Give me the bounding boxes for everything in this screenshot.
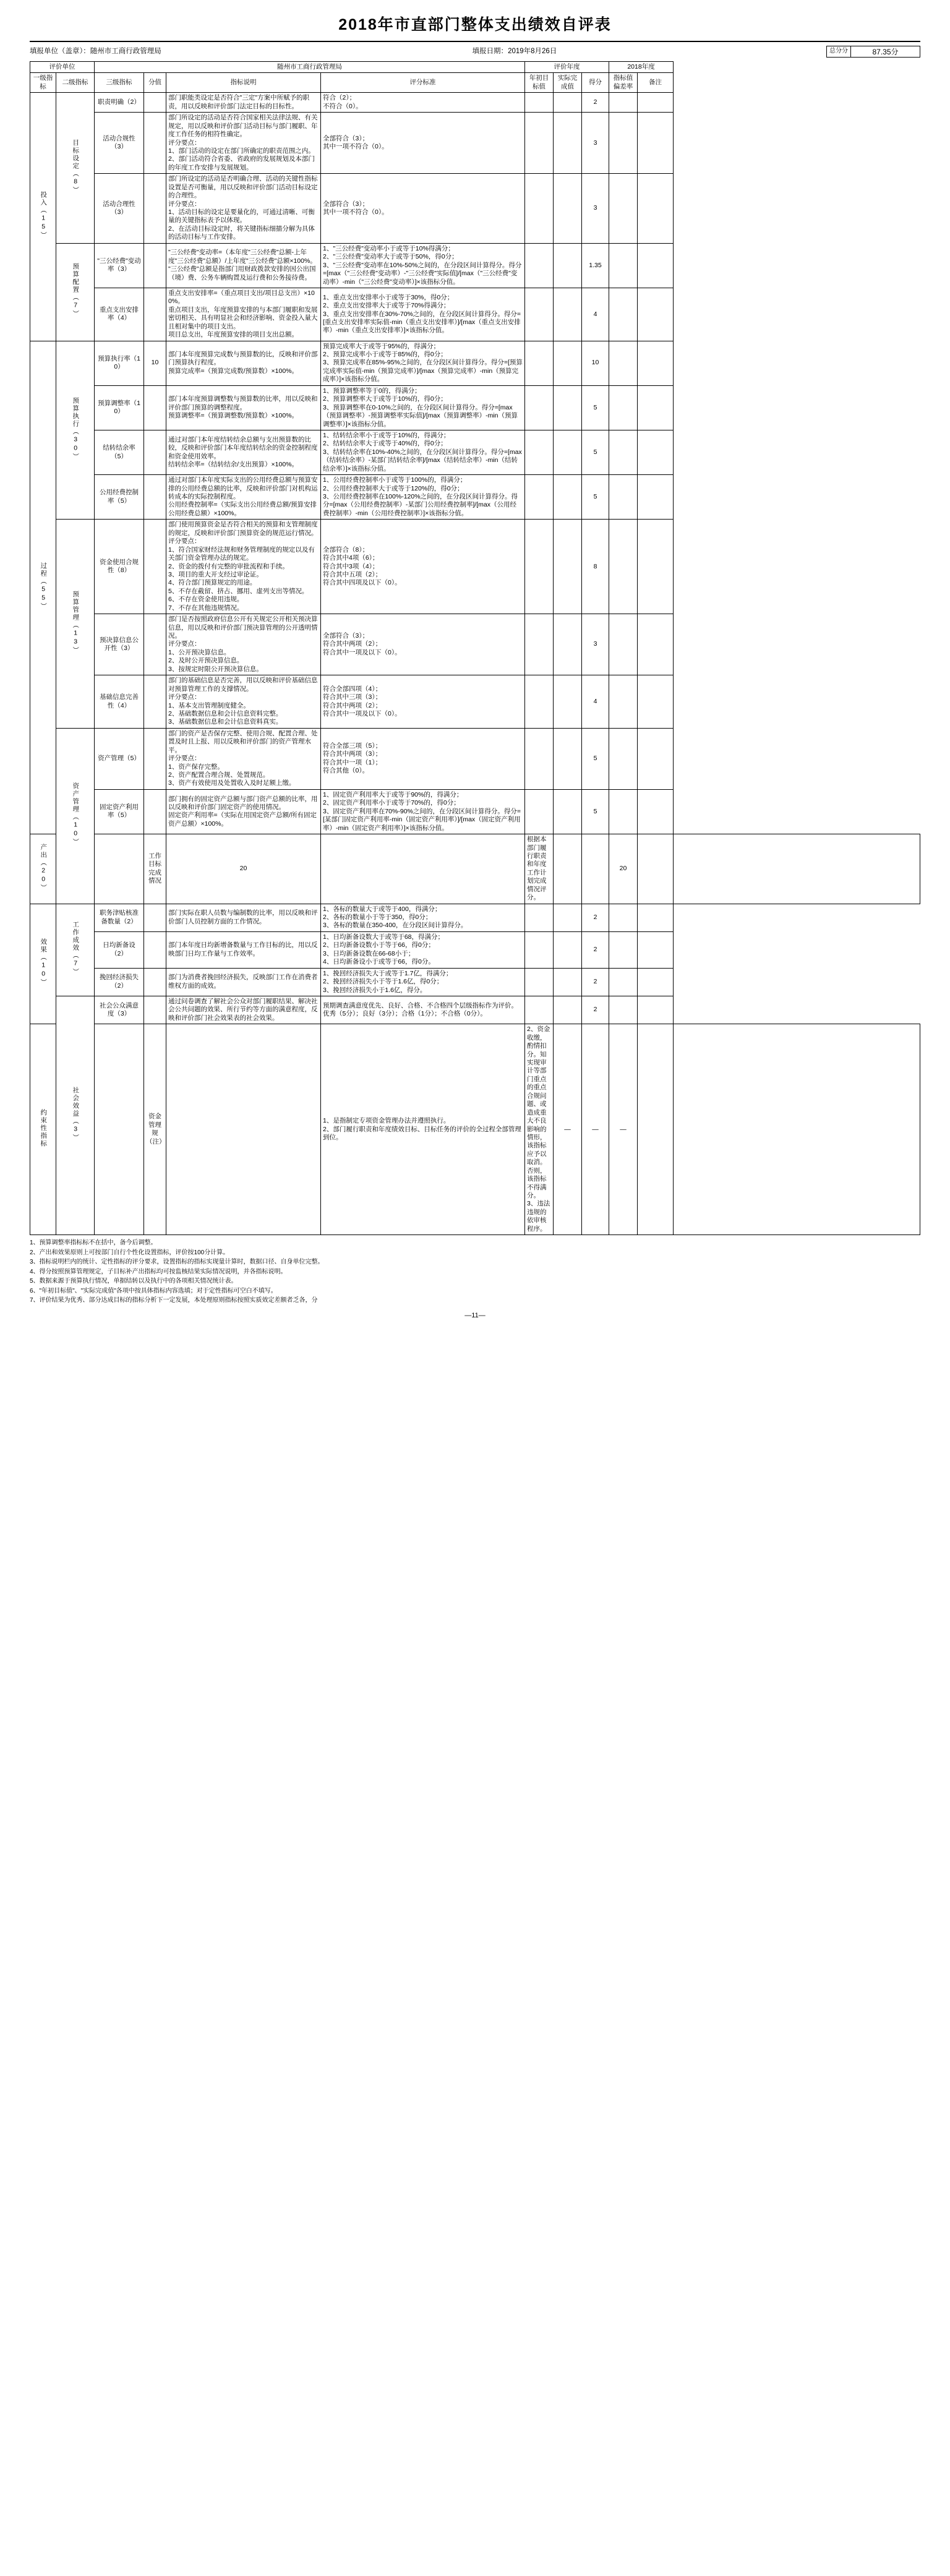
cell-deviation-rate <box>609 904 638 931</box>
cell-actual-value <box>554 728 582 789</box>
table-row <box>30 675 920 729</box>
cell-score <box>144 113 166 174</box>
cell-deviation-rate <box>609 789 638 834</box>
cell-remark <box>638 475 674 520</box>
cell-points: 3 <box>582 113 609 174</box>
cell-score <box>144 614 166 675</box>
cell-score <box>144 996 166 1024</box>
cell-deviation-rate <box>609 728 638 789</box>
cell-remark <box>638 968 674 996</box>
cell-score <box>144 675 166 729</box>
evaluation-table <box>30 61 920 1235</box>
eval-unit-label: 评价单位 <box>30 62 95 73</box>
cell-score <box>144 430 166 474</box>
title-divider <box>30 41 920 42</box>
header-score: 分值 <box>144 73 166 93</box>
cell-remark <box>638 174 674 244</box>
date-label: 填报日期： <box>472 48 508 55</box>
table-row <box>30 789 920 834</box>
cell-deviation-rate <box>609 93 638 113</box>
cell-remark <box>638 430 674 474</box>
cell-remark <box>638 341 674 385</box>
total-score-box <box>826 46 920 58</box>
cell-indicator-description: 部门的基础信息是否完善，用以反映和评价基础信息对预算管理工作的支撑情况。 评分要点： 1、基本支出管理制度健全。 2、基础数据信息和会计信息资料完整。 3、基础数据信息和会计信息资料真实。 <box>166 675 321 729</box>
footnote-item: 2、产出和效果原则上可按部门自行个性化设置指标，评价按100分计算。 <box>30 1249 229 1256</box>
cell-level1-indicator: 投入（15） <box>30 93 56 341</box>
cell-actual-value <box>554 243 582 288</box>
cell-actual-value <box>554 430 582 474</box>
cell-level3-indicator: 职责明确（2） <box>95 93 144 113</box>
total-score-label: 总分分 <box>827 46 851 57</box>
cell-target-value <box>525 614 554 675</box>
table-row <box>30 996 920 1024</box>
cell-level3-indicator: 资金管理规（注） <box>144 1024 166 1235</box>
table-row <box>30 1024 920 1235</box>
cell-level3-indicator: 工作目标完成情况 <box>144 834 166 904</box>
cell-scoring-criteria: 2、资金收缴，酌情扣分。知实现审计等部门重点的重点合规问题、或造成重大不良影响的情形，该指标应予以取消。 否则，该指标不得满分。 3、违法违规的依审核程序。 <box>525 1024 554 1235</box>
footnote-item: 5、数据来源于预算执行情况，单据结转以及执行中的各项相关情况统计表。 <box>30 1278 238 1285</box>
cell-indicator-description: 部门为消费者挽回经济损失，反映部门工作在消费者维权方面的成效。 <box>166 968 321 996</box>
cell-level1-indicator: 效果（10） <box>30 904 56 1024</box>
cell-points: 2 <box>582 93 609 113</box>
cell-actual-value <box>554 968 582 996</box>
eval-year-label: 评价年度 <box>525 62 609 73</box>
header-desc: 指标说明 <box>166 73 321 93</box>
cell-indicator-description: 部门职能类设定是否符合"三定"方案中所赋予的职责，用以反映和评价部门法定目标的目标性。 <box>166 93 321 113</box>
footnote-item: 4、得分按照预算管理规定，子目标补产出指标均可按监核结果实际情况说明，并各指标说明。 <box>30 1268 287 1275</box>
cell-remark <box>674 1024 920 1235</box>
cell-actual-value <box>554 520 582 614</box>
cell-level2-indicator: 预算配置（7） <box>56 243 95 341</box>
cell-remark <box>638 996 674 1024</box>
cell-remark <box>638 385 674 430</box>
cell-actual-value <box>554 341 582 385</box>
cell-score <box>144 931 166 968</box>
cell-actual-value <box>554 675 582 729</box>
cell-deviation-rate <box>609 968 638 996</box>
cell-scoring-criteria: 全部符合（8）； 符合其中4项（6）； 符合其中3项（4）； 符合其中五项（2）； 符合其中四项及以下（0）。 <box>321 520 525 614</box>
table-row <box>30 174 920 244</box>
cell-deviation-rate <box>609 113 638 174</box>
cell-target-value <box>525 93 554 113</box>
cell-level3-indicator: 活动合规性（3） <box>95 113 144 174</box>
cell-indicator-description: "三公经费"变动率=（本年度"三公经费"总额-上年度"三公经费"总额）/上年度"三公经费"总额×100%。 "三公经费"总额是指部门用财政拨款安排的因公出国（境）费、公务车辆购置及运行费和公务接待费。 <box>166 243 321 288</box>
table-row <box>30 93 920 113</box>
cell-scoring-criteria: 预期调查满意度优先、良好、合格、不合格四个层级指标作为评价。 优秀（5分）；良好（3分）；合格（1分）；不合格（0分）。 <box>321 996 525 1024</box>
cell-remark <box>638 288 674 341</box>
cell-actual-value <box>554 93 582 113</box>
footnote-item: 7、评价结果为优秀、部分达成目标的指标分析下一定发展，本处理原则指标按照实质效定差额者乏各，分 <box>30 1297 318 1304</box>
cell-target-value <box>525 385 554 430</box>
cell-indicator-description: 通过问卷调查了解社会公众对部门履职结果、解决社会公共问题的效果、所行节约等方面的满意程度，反映和评价部门社会效果表的社会效果。 <box>166 996 321 1024</box>
footnote-item: 6、"年初目标值"、"实际完成值"各项中按具体指标内容选填；对于定性指标可空白不填写。 <box>30 1287 277 1294</box>
cell-indicator-description: 部门拥有的固定资产总额与部门资产总额的比率，用以反映和评价部门固定资产的使用情况。 固定资产利用率=（实际在用国定资产总额/所有固定资产总额）×100%。 <box>166 789 321 834</box>
cell-level1-indicator: 过程（55） <box>30 341 56 834</box>
cell-remark <box>638 789 674 834</box>
cell-score <box>144 728 166 789</box>
cell-indicator-description: 重点支出安排率=（重点项目支出/项目总支出）×100%。 重点项目支出，年度预算安排的与本部门履职和发展密切相关、具有明显社会和经济影响、资金投入量大且相对集中的项目支出。 项目总支出，年度预算安排的项目支出总额。 <box>166 288 321 341</box>
cell-points: 5 <box>582 475 609 520</box>
table-body <box>30 93 920 1235</box>
cell-scoring-criteria: 1、预算调整率等于0的，得满分； 2、预算调整率大于或等于10%的，得0分； 3、预算调整率在0-10%之间的，在分段区间计算得分。得分=[max（预算调整率）-预算调整率实际值]/[max（预算调整率）-min（预算调整率）]×该指标分值。 <box>321 385 525 430</box>
cell-target-value <box>525 475 554 520</box>
cell-indicator-description: 通过对部门本年度结转结余总额与支出预算数的比较，反映和评价部门本年度结转结余的资金控制程度和资金使用效率。 结转结余率=（结转结余/支出预算）×100%。 <box>166 430 321 474</box>
cell-scoring-criteria: 预算完成率大于或等于95%的，得满分； 2、预算完成率小于或等于85%的，得0分； 3、预算完成率在85%-95%之间的，在分段区间计算得分。得分=[预算完成率实际值-min（预算完成率）]/[max（预算完成率）-min（预算完成率）]×该指标分值。 <box>321 341 525 385</box>
cell-remark <box>638 931 674 968</box>
cell-points: — <box>609 1024 638 1235</box>
cell-deviation-rate <box>609 675 638 729</box>
cell-level2-indicator: 预算执行（30） <box>56 341 95 520</box>
date-value: 2019年8月26日 <box>508 48 557 55</box>
cell-remark <box>674 834 920 904</box>
cell-points: 2 <box>582 904 609 931</box>
table-header-row <box>30 73 920 93</box>
cell-level3-indicator: 资产管理（5） <box>95 728 144 789</box>
cell-target-value <box>525 996 554 1024</box>
cell-remark <box>638 520 674 614</box>
table-row <box>30 430 920 474</box>
cell-points: 1.35 <box>582 243 609 288</box>
cell-points: 5 <box>582 728 609 789</box>
cell-deviation-rate <box>609 341 638 385</box>
cell-indicator-description: 部门使用预算资金是否符合相关的预算和支管理制度的规定，反映和评价部门预算资金的规范运行情况。 评分要点： 1、符合国家财经法规和财务管理制度的规定以及有关部门资金管理办法的规定。 2、资金的拨付有完整的审批流程和手续。 3、项目的重大开支经过审论证。 4、符合部门预算规定的用途。 5、不存在截留、挤占、挪用、虚列支出等情况。 6、不存在资金使用违规。 7、不存在其他违规情况。 <box>166 520 321 614</box>
cell-actual-value <box>554 904 582 931</box>
cell-deviation-rate <box>609 614 638 675</box>
cell-target-value <box>525 113 554 174</box>
cell-actual-value <box>554 174 582 244</box>
cell-points: 3 <box>582 174 609 244</box>
cell-level3-indicator: 重点支出安排率（4） <box>95 288 144 341</box>
cell-scoring-criteria: 全部符合（3）； 符合其中两项（2）； 符合其中一项及以下（0）。 <box>321 614 525 675</box>
cell-target-value <box>525 520 554 614</box>
table-row <box>30 520 920 614</box>
cell-actual-value <box>554 475 582 520</box>
cell-scoring-criteria: 1、固定资产利用率大于或等于90%的，得满分； 2、固定资产利用率小于或等于70%的，得0分； 3、固定资产利用率在70%-90%之间的，在分段区间计算得分。得分=[某部门固定资产利用率-min（固定资产利用率）]/[max（固定资产利用率）-min（固定资产利用率）]×该指标分值。 <box>321 789 525 834</box>
filler-label: 填报单位（盖章）： <box>30 48 90 55</box>
cell-score <box>144 93 166 113</box>
cell-actual-value: — <box>582 1024 609 1235</box>
cell-score: 20 <box>166 834 321 904</box>
cell-level3-indicator: 日均新备设（2） <box>95 931 144 968</box>
table-row <box>30 968 920 996</box>
cell-actual-value <box>554 385 582 430</box>
cell-score <box>144 243 166 288</box>
cell-target-value <box>525 430 554 474</box>
cell-score <box>166 1024 321 1235</box>
cell-level3-indicator: 活动合理性（3） <box>95 174 144 244</box>
table-row <box>30 243 920 288</box>
cell-level3-indicator: 职务津贴核准备数量（2） <box>95 904 144 931</box>
eval-year-value: 2018年度 <box>609 62 674 73</box>
cell-level3-indicator: 社会公众满意度（3） <box>95 996 144 1024</box>
table-row <box>30 113 920 174</box>
cell-deviation-rate <box>609 931 638 968</box>
cell-scoring-criteria: 根据本部门履行职责和年度工作计划完成情况评分。 <box>525 834 554 904</box>
cell-actual-value <box>582 834 609 904</box>
cell-scoring-criteria: 1、挽回经济损失大于或等于1.7亿，得满分； 2、挽回经济损失小于等于1.6亿，得0分； 3、挽回经济损失小于1.6亿，得分。 <box>321 968 525 996</box>
cell-target-value <box>525 341 554 385</box>
cell-target-value <box>525 728 554 789</box>
cell-target-value <box>525 931 554 968</box>
cell-target-value <box>525 288 554 341</box>
cell-target-value <box>525 904 554 931</box>
cell-score <box>144 475 166 520</box>
cell-level3-indicator: 预算调整率（10） <box>95 385 144 430</box>
cell-indicator-description <box>321 834 525 904</box>
cell-score <box>144 520 166 614</box>
cell-target-value <box>525 174 554 244</box>
table-row <box>30 614 920 675</box>
cell-deviation-rate <box>609 288 638 341</box>
cell-scoring-criteria: 1、公用经费控制率小于或等于100%的，得满分； 2、公用经费控制率大于或等于120%的，得0分； 3、公用经费控制率在100%-120%之间的，在分段区间计算得分。得分=[max（公用经费控制率）-某部门公用经费控制率]/[max（公用经费控制率）-min（公用经费控制率）]×该指标分值。 <box>321 475 525 520</box>
cell-score <box>144 385 166 430</box>
cell-indicator-description: 部门本年度预算调整数与预算数的比率，用以反映和评价部门预算的调整程度。 预算调整率=（预算调整数/预算数）×100%。 <box>166 385 321 430</box>
header-l2: 二级指标 <box>56 73 95 93</box>
cell-level3-indicator: 结转结余率（5） <box>95 430 144 474</box>
eval-unit-value: 随州市工商行政管理局 <box>95 62 525 73</box>
cell-level2-indicator: 资产管理（10） <box>56 728 95 904</box>
header-target: 年初目标值 <box>525 73 554 93</box>
cell-scoring-criteria: 符合全部四项（4）； 符合其中三项（3）； 符合其中两项（2）； 符合其中一项及以下（0）。 <box>321 675 525 729</box>
table-row <box>30 904 920 931</box>
footnote-item: 3、指标说明栏内的统计、定性指标的评分要求，设置指标的指标实现量计算时，数据口径、自身单位完整。 <box>30 1259 324 1266</box>
cell-scoring-criteria: 符合全部三项（5）； 符合其中两项（3）； 符合其中一项（1）； 符合其他（0）。 <box>321 728 525 789</box>
cell-level2-indicator: 工作成效（7） <box>56 904 95 996</box>
cell-score <box>144 968 166 996</box>
cell-points: 4 <box>582 675 609 729</box>
table-row <box>30 475 920 520</box>
table-row <box>30 385 920 430</box>
cell-indicator-description: 部门的资产是否保存完整、使用合规、配置合理、处置及时且上报、用以反映和评价部门的资产管理水平。 评分要点： 1、资产保存完整。 2、资产配置合理合规、处置规范。 3、资产有效使用及处置收入及时足额上缴。 <box>166 728 321 789</box>
cell-score <box>144 174 166 244</box>
cell-scoring-criteria: 1、"三公经费"变动率小于或等于10%得满分； 2、"三公经费"变动率大于或等于50%，得0分； 3、"三公经费"变动率在10%-50%之间的，在分段区间计算得分。得分=[max（"三公经费"变动率）-"三公经费"实际值]/[max（"三公经费"变动率）-min（"三公经费"变动率）]×该指标分值。 <box>321 243 525 288</box>
cell-indicator-description: 部门所设定的活动是否符合国家相关法律法规、有关规定，用以反映和评价部门活动目标与部门履职、年度工作任务的相符性确定。 评分要点： 1、部门活动的设定在部门所确定的职责范围之内。 2、部门活动符合省委、省政府的发展规划及本部门的年度工作安排与发展规划。 <box>166 113 321 174</box>
cell-points: 2 <box>582 968 609 996</box>
page-number: —11— <box>464 1311 486 1319</box>
cell-actual-value <box>554 288 582 341</box>
cell-score <box>144 904 166 931</box>
page-title: 2018年市直部门整体支出绩效自评表 <box>338 16 612 33</box>
cell-indicator-description: 部门本年度预算完成数与预算数的比，反映和评价部门预算执行程度。 预算完成率=（预算完成数/预算数）×100%。 <box>166 341 321 385</box>
cell-indicator-description: 部门所设定的活动是否明确合理、活动的关键性指标设置是否可衡量，用以反映和评价部门活动目标设定的合理性。 评分要点： 1、活动目标的设定是要量化的，可通过清晰、可衡量的关键指标表予以体现。 2、在活动目标设定时，将关键指标细描分解为具体的活动目标与工作安排。 <box>166 174 321 244</box>
cell-level3-indicator: 挽回经济损失（2） <box>95 968 144 996</box>
footnote-item: 1、预算调整率指标标不在括中，备今后调整。 <box>30 1239 157 1247</box>
cell-points: 5 <box>582 789 609 834</box>
cell-level3-indicator: "三公经费"变动率（3） <box>95 243 144 288</box>
cell-points: 8 <box>582 520 609 614</box>
cell-deviation-rate <box>609 520 638 614</box>
cell-score <box>144 789 166 834</box>
cell-target-value <box>525 968 554 996</box>
cell-indicator-description: 通过对部门本年度实际支出的公用经费总额与预算安排的公用经费总额的比率，反映和评价部门对机构运转成本的实际控制程度。 公用经费控制率=（实际支出公用经费总额/预算安排公用经费总额）×100%。 <box>166 475 321 520</box>
cell-score <box>144 288 166 341</box>
cell-level2-indicator: 预算管理（13） <box>56 520 95 729</box>
cell-deviation-rate <box>609 385 638 430</box>
cell-level3-indicator: 预算执行率（10） <box>95 341 144 385</box>
cell-level2-indicator <box>95 1024 144 1235</box>
cell-indicator-description: 部门是否按照政府信息公开有关规定公开相关预决算信息，用以反映和评价部门预决算管理的公开透明情况。 评分要点： 1、公开预决算信息。 2、及时公开预决算信息。 3、按规定时限公开预决算信息。 <box>166 614 321 675</box>
table-unit-row <box>30 62 920 73</box>
header-l3: 三级指标 <box>95 73 144 93</box>
total-score-value: 87.35分 <box>872 48 899 56</box>
cell-indicator-description: 部门实际在职人员数与编制数的比率，用以反映和评价部门人员控制方面的工作情况。 <box>166 904 321 931</box>
cell-points: 3 <box>582 614 609 675</box>
cell-deviation-rate <box>609 174 638 244</box>
cell-indicator-description: 部门本年度日均新增备数量与工作目标的比，用以反映部门日均工作量与工作效率。 <box>166 931 321 968</box>
cell-level1-indicator: 约束性指标 <box>30 1024 56 1235</box>
cell-points: 2 <box>582 996 609 1024</box>
cell-scoring-criteria: 全部符合（3）； 其中一项不符合（0）。 <box>321 113 525 174</box>
cell-scoring-criteria: 1、结转结余率小于或等于10%的，得满分； 2、结转结余率大于或等于40%的，得0分； 3、结转结余率在10%-40%之间的，在分段区间计算得分。得分=[max（结转结余率）-某部门结转结余率]/[max（结转结余率）-min（结转结余率）]×该指标分值。 <box>321 430 525 474</box>
cell-level3-indicator: 预决算信息公开性（3） <box>95 614 144 675</box>
cell-actual-value <box>554 614 582 675</box>
cell-deviation-rate <box>609 475 638 520</box>
cell-level2-indicator: 目标设定（8） <box>56 93 95 243</box>
cell-scoring-criteria: 全部符合（3）； 其中一项不符合（0）。 <box>321 174 525 244</box>
cell-scoring-criteria: 符合（2）； 不符合（0）。 <box>321 93 525 113</box>
cell-deviation-rate <box>638 834 674 904</box>
cell-deviation-rate <box>609 430 638 474</box>
cell-remark <box>638 243 674 288</box>
cell-score: 10 <box>144 341 166 385</box>
cell-remark <box>638 728 674 789</box>
cell-level1-indicator: 产出（20） <box>30 834 56 904</box>
cell-remark <box>638 93 674 113</box>
cell-actual-value <box>554 113 582 174</box>
header-remark: 备注 <box>638 73 674 93</box>
cell-actual-value <box>554 931 582 968</box>
cell-points: 20 <box>609 834 638 904</box>
cell-target-value <box>554 834 582 904</box>
table-row <box>30 834 920 904</box>
cell-deviation-rate <box>638 1024 674 1235</box>
header-l1: 一级指标 <box>30 73 56 93</box>
cell-remark <box>638 614 674 675</box>
cell-target-value: — <box>554 1024 582 1235</box>
cell-actual-value <box>554 789 582 834</box>
cell-remark <box>638 904 674 931</box>
cell-indicator-description: 1、是指制定专项资金管理办法并遵照执行。 2、部门履行职责和年度绩效目标、目标任务的评价的全过程全部管理到位。 <box>321 1024 525 1235</box>
cell-target-value <box>525 789 554 834</box>
header-actual: 实际完成值 <box>554 73 582 93</box>
cell-target-value <box>525 675 554 729</box>
cell-scoring-criteria: 1、日均新备设数大于或等于68，得满分； 2、日均新备设数小于等于66，得0分； 3、日均新备设数在66-68小于； 4、日均新备设小于或等于66，得0分。 <box>321 931 525 968</box>
table-row <box>30 931 920 968</box>
cell-points: 5 <box>582 430 609 474</box>
cell-remark <box>638 113 674 174</box>
cell-level2-indicator: 社会效益（3） <box>56 996 95 1235</box>
cell-actual-value <box>554 996 582 1024</box>
header-dev: 指标值偏差率 <box>609 73 638 93</box>
cell-deviation-rate <box>609 243 638 288</box>
cell-level3-indicator: 固定资产利用率（5） <box>95 789 144 834</box>
header-point: 得分 <box>582 73 609 93</box>
cell-level3-indicator: 资金使用合规性（8） <box>95 520 144 614</box>
footnotes <box>30 1239 920 1306</box>
cell-scoring-criteria: 1、各标的数量大于或等于400，得满分； 2、各标的数量小于等于350，得0分； 3、各标的数量在350-400，在分段区间计算得分。 <box>321 904 525 931</box>
cell-level2-indicator <box>95 834 144 904</box>
filler-value: 随州市工商行政管理局 <box>90 48 161 55</box>
meta-header <box>30 46 920 59</box>
cell-points: 10 <box>582 341 609 385</box>
table-row <box>30 341 920 385</box>
cell-points: 5 <box>582 385 609 430</box>
cell-target-value <box>525 243 554 288</box>
cell-level3-indicator: 公用经费控制率（5） <box>95 475 144 520</box>
cell-remark <box>638 675 674 729</box>
table-row <box>30 728 920 789</box>
cell-scoring-criteria: 1、重点支出安排率小于或等于30%，得0分； 2、重点支出安排率大于或等于70%得满分； 3、重点支出安排率在30%-70%之间的，在分段区间计算得分。得分=[重点支出安排率实际值-min（重点支出安排率）]/[max（重点支出安排率）-min（重点支出安排率）]×该指标分值。 <box>321 288 525 341</box>
header-crit: 评分标准 <box>321 73 525 93</box>
cell-deviation-rate <box>609 996 638 1024</box>
table-row <box>30 288 920 341</box>
cell-points: 4 <box>582 288 609 341</box>
cell-level3-indicator: 基础信息完善性（4） <box>95 675 144 729</box>
cell-points: 2 <box>582 931 609 968</box>
